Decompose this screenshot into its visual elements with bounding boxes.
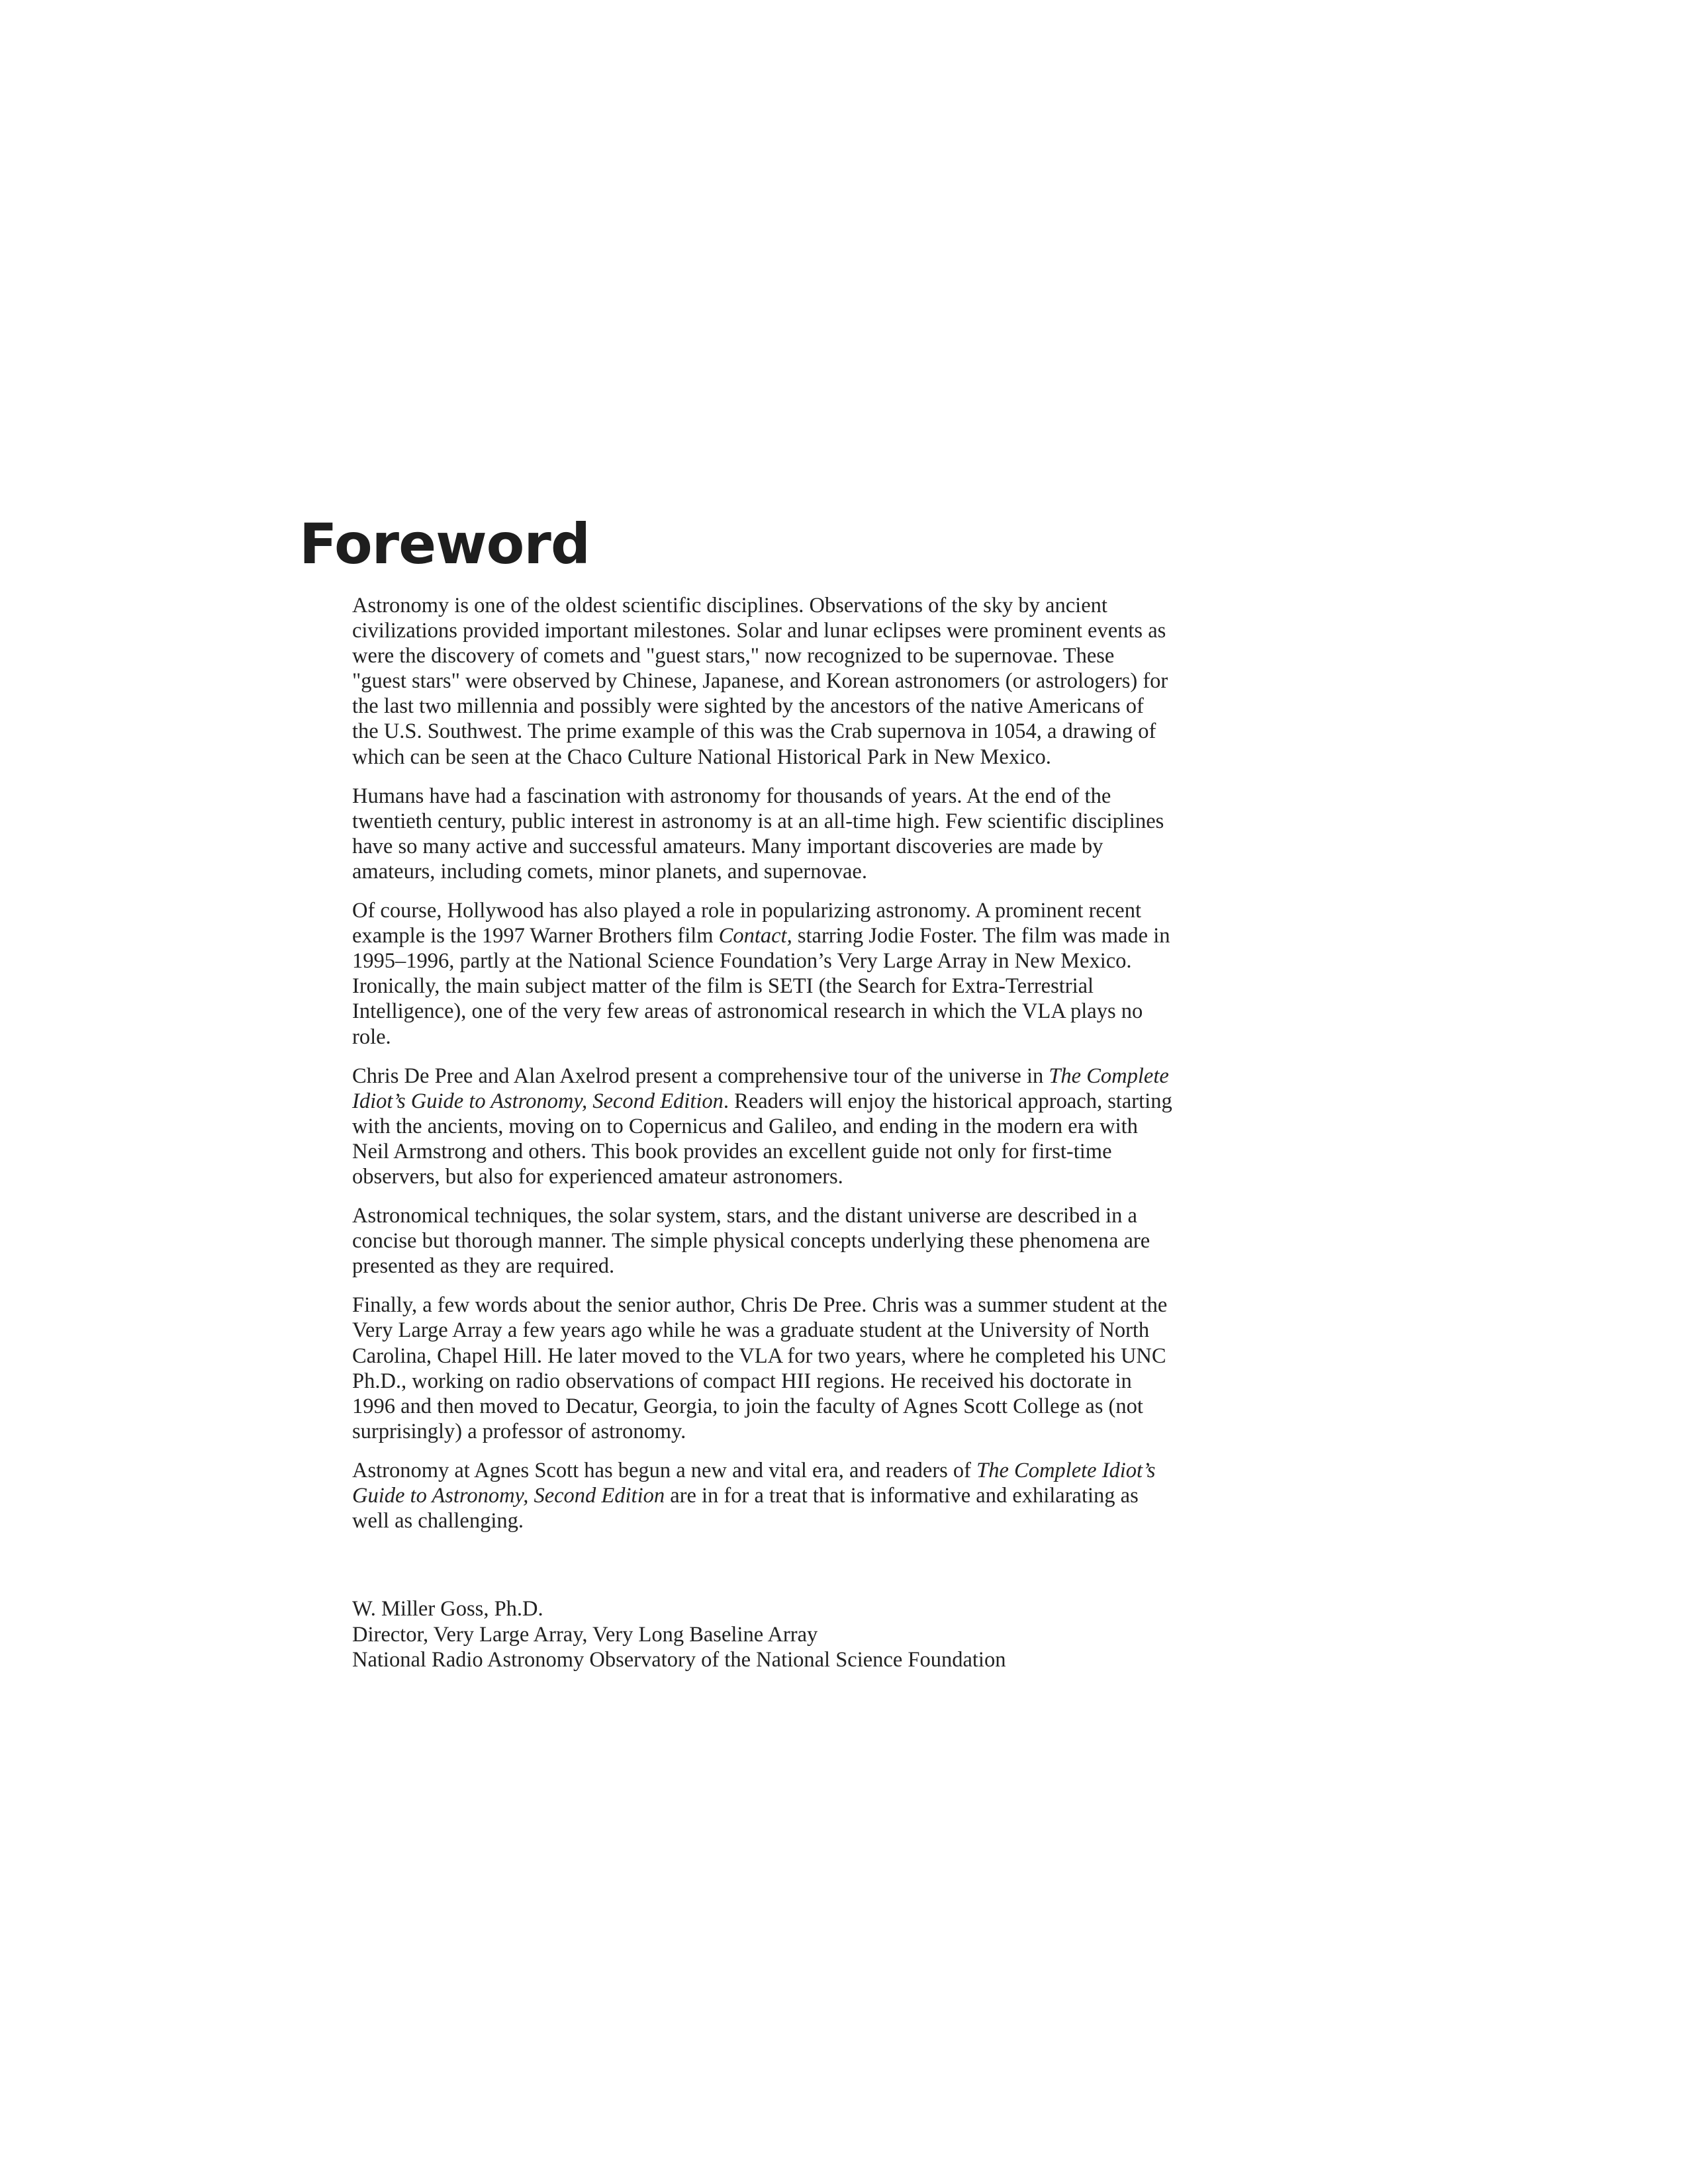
text-run: Of course, Hollywood has also played a role in popularizing astronomy. A prominent recent example is the 1997 Warner Brothers film — [352, 899, 1141, 948]
text-run: starring Jodie Foster. The film was made in 1995–1996, partly at the National Science Foundation’s Very Large Array in New Mexico. Ironically, the main subject matter of the film is SETI (the Search for Extra-Terrestrial Intelligence), one of the very few areas of astronomical research in which the VLA plays no role. — [352, 924, 1170, 1049]
text-run: . Readers will enjoy the historical approach, starting with the ancients, moving on to Copernicus and Galileo, and ending in the modern era with Neil Armstrong and others. This book provides an excellent guide not only for first-time observers, but also for experienced amateur astronomers. — [352, 1089, 1172, 1189]
page-title: Foreword — [299, 512, 590, 576]
foreword-body — [352, 593, 1173, 1547]
paragraph — [352, 784, 1173, 884]
paragraph — [352, 1203, 1173, 1279]
paragraph — [352, 593, 1173, 770]
signature-block — [352, 1596, 1213, 1673]
signature-organization: National Radio Astronomy Observatory of the National Science Foundation — [352, 1648, 1006, 1672]
text-run: Astronomical techniques, the solar system, stars, and the distant universe are described in a concise but thorough manner. The simple physical concepts underlying these phenomena are presented as they are required. — [352, 1204, 1150, 1279]
text-run: Humans have had a fascination with astronomy for thousands of years. At the end of the twentieth century, public interest in astronomy is at an all-time high. Few scientific disciplines have so many active and successful amateurs. Many important discoveries are made by amateurs, including comets, minor planets, and supernovae. — [352, 784, 1164, 884]
italic-title: Contact, — [718, 924, 792, 948]
paragraph — [352, 898, 1173, 1050]
text-run: are in for a treat that is informative and exhilarating as well as challenging. — [352, 1484, 1139, 1533]
italic-title: The Complete Idiot’s Guide to Astronomy, Second Edition — [352, 1458, 1156, 1508]
text-run: Astronomy at Agnes Scott has begun a new and vital era, and readers of — [352, 1458, 977, 1482]
paragraph — [352, 1064, 1173, 1189]
signature-name: W. Miller Goss, Ph.D. — [352, 1597, 543, 1621]
paragraph — [352, 1458, 1173, 1533]
text-run: Finally, a few words about the senior author, Chris De Pree. Chris was a summer student at the Very Large Array a few years ago while he was a graduate student at the University of North Carolina, Chapel Hill. He later moved to the VLA for two years, where he completed his UNC Ph.D., working on radio observations of compact HII regions. He received his doctorate in 1996 and then moved to Decatur, Georgia, to join the faculty of Agnes Scott College as (not surprisingly) a professor of astronomy. — [352, 1293, 1168, 1443]
text-run: Chris De Pree and Alan Axelrod present a comprehensive tour of the universe in — [352, 1064, 1049, 1088]
paragraph — [352, 1293, 1173, 1444]
text-run: Astronomy is one of the oldest scientific disciplines. Observations of the sky by ancient civilizations provided important milestones. Solar and lunar eclipses were prominent events as were the discovery of comets and "guest stars," now recognized to be supernovae. These "guest stars" were observed by Chinese, Japanese, and Korean astronomers (or astrologers) for the last two millennia and possibly were sighted by the ancestors of the native Americans of the U.S. Southwest. The prime example of this was the Crab supernova in 1054, a drawing of which can be seen at the Chaco Culture National Historical Park in New Mexico. — [352, 594, 1168, 769]
signature-title: Director, Very Large Array, Very Long Baseline Array — [352, 1622, 818, 1647]
italic-title: The Complete Idiot’s Guide to Astronomy, Second Edition — [352, 1064, 1169, 1113]
